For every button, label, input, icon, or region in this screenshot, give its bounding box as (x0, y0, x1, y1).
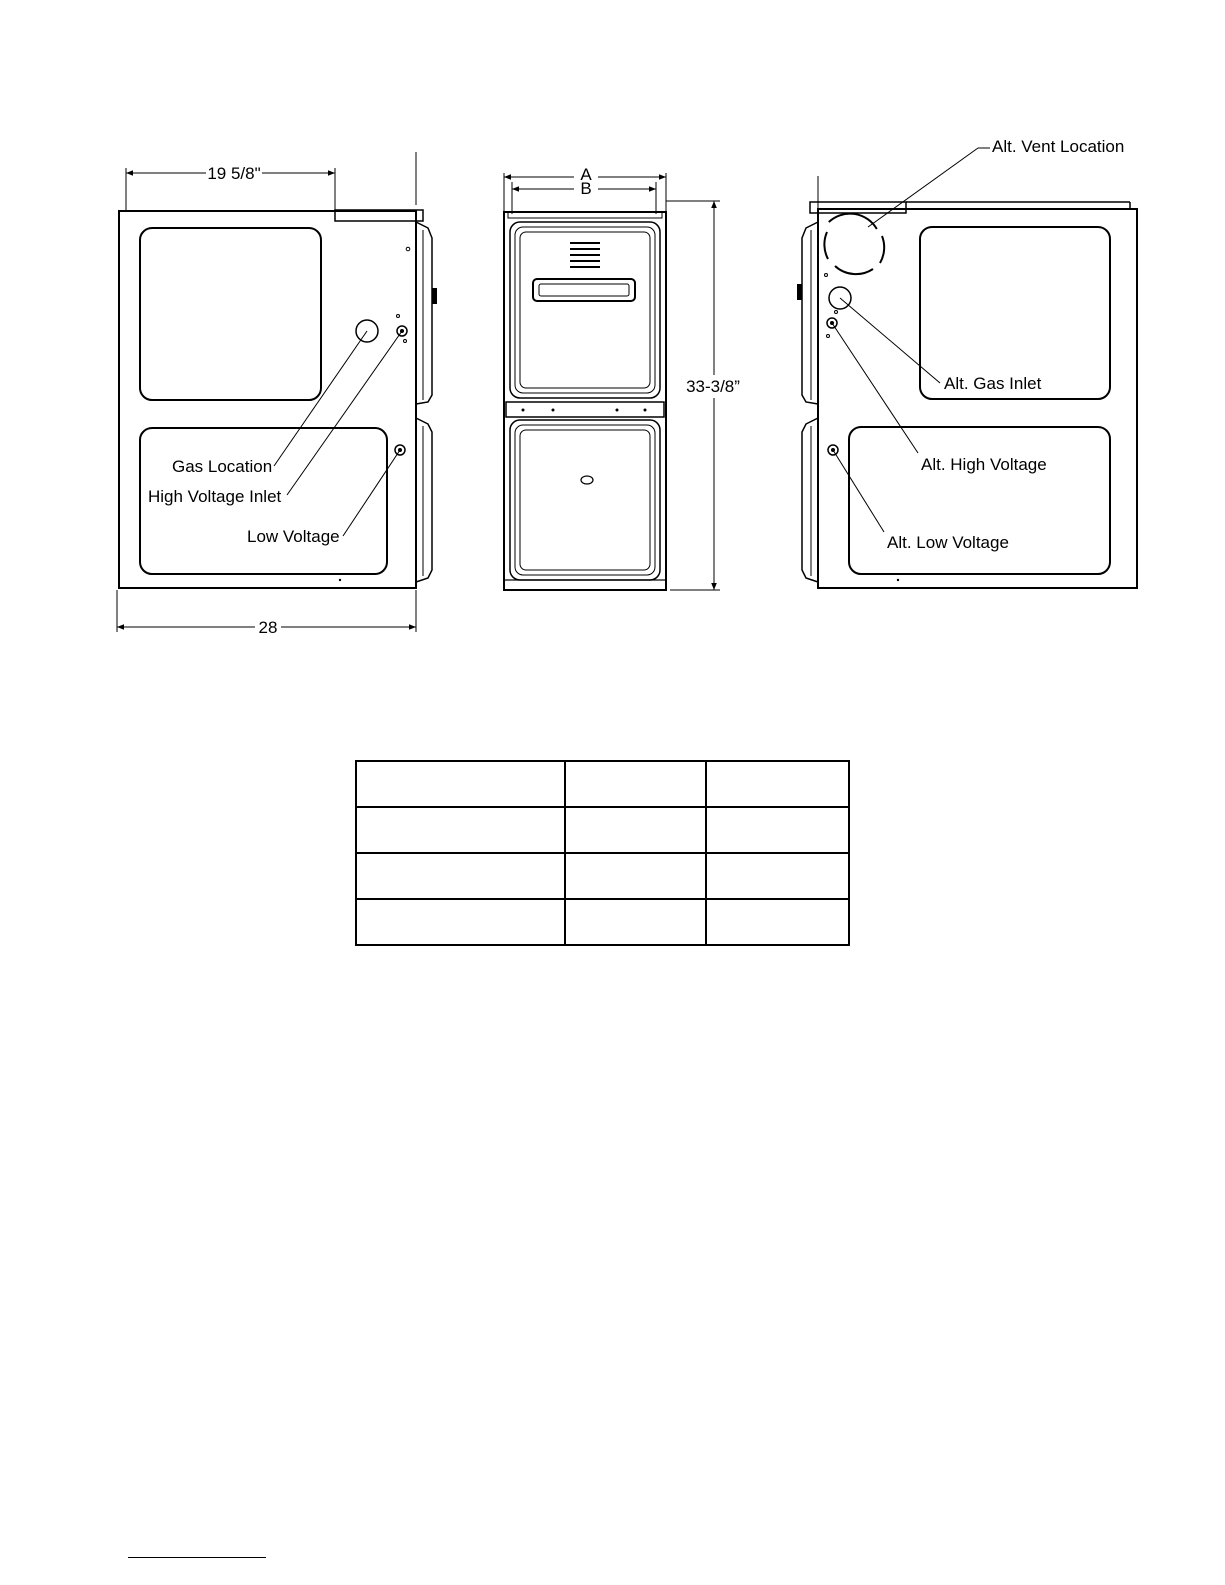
alt-high-voltage-label: Alt. High Voltage (921, 455, 1047, 474)
vent-louvers (570, 243, 600, 267)
table-cell (565, 807, 706, 853)
depth-dimension-label: 28 (258, 618, 278, 637)
right-side-view (797, 137, 1137, 588)
table-cell (565, 899, 706, 945)
footer-rule (128, 1557, 266, 1558)
table-cell (565, 761, 706, 807)
left-upper-panel (140, 228, 321, 400)
high-voltage-inlet-label: High Voltage Inlet (148, 487, 282, 506)
table-cell (706, 853, 849, 899)
table-cell (356, 853, 565, 899)
table-cell (706, 807, 849, 853)
table-row (356, 761, 849, 807)
height-dimension-label: 33-3/8” (686, 377, 740, 396)
low-voltage-label: Low Voltage (247, 527, 340, 546)
table-row (356, 807, 849, 853)
alt-low-voltage-label: Alt. Low Voltage (887, 533, 1009, 552)
table-cell (706, 761, 849, 807)
alt-vent-knockout (824, 214, 884, 275)
table-cell (356, 761, 565, 807)
lower-door (510, 420, 660, 580)
table-row (356, 899, 849, 945)
table-cell (356, 899, 565, 945)
alt-vent-location-label: Alt. Vent Location (992, 137, 1125, 156)
sight-glass (581, 476, 593, 484)
table-row (356, 853, 849, 899)
dimension-a-label: A (580, 165, 592, 184)
dimension-b-label: B (580, 179, 592, 198)
table-cell (565, 853, 706, 899)
table-cell (356, 807, 565, 853)
alt-gas-inlet-label: Alt. Gas Inlet (944, 374, 1042, 393)
front-cabinet-body (504, 212, 666, 590)
width-dimension-label: 19 5/8" (207, 164, 261, 183)
table-cell (706, 899, 849, 945)
door-handle (533, 279, 635, 301)
gas-location-label: Gas Location (172, 457, 273, 476)
front-view (504, 165, 740, 590)
left-side-view (117, 152, 437, 637)
dimension-table (355, 760, 850, 946)
